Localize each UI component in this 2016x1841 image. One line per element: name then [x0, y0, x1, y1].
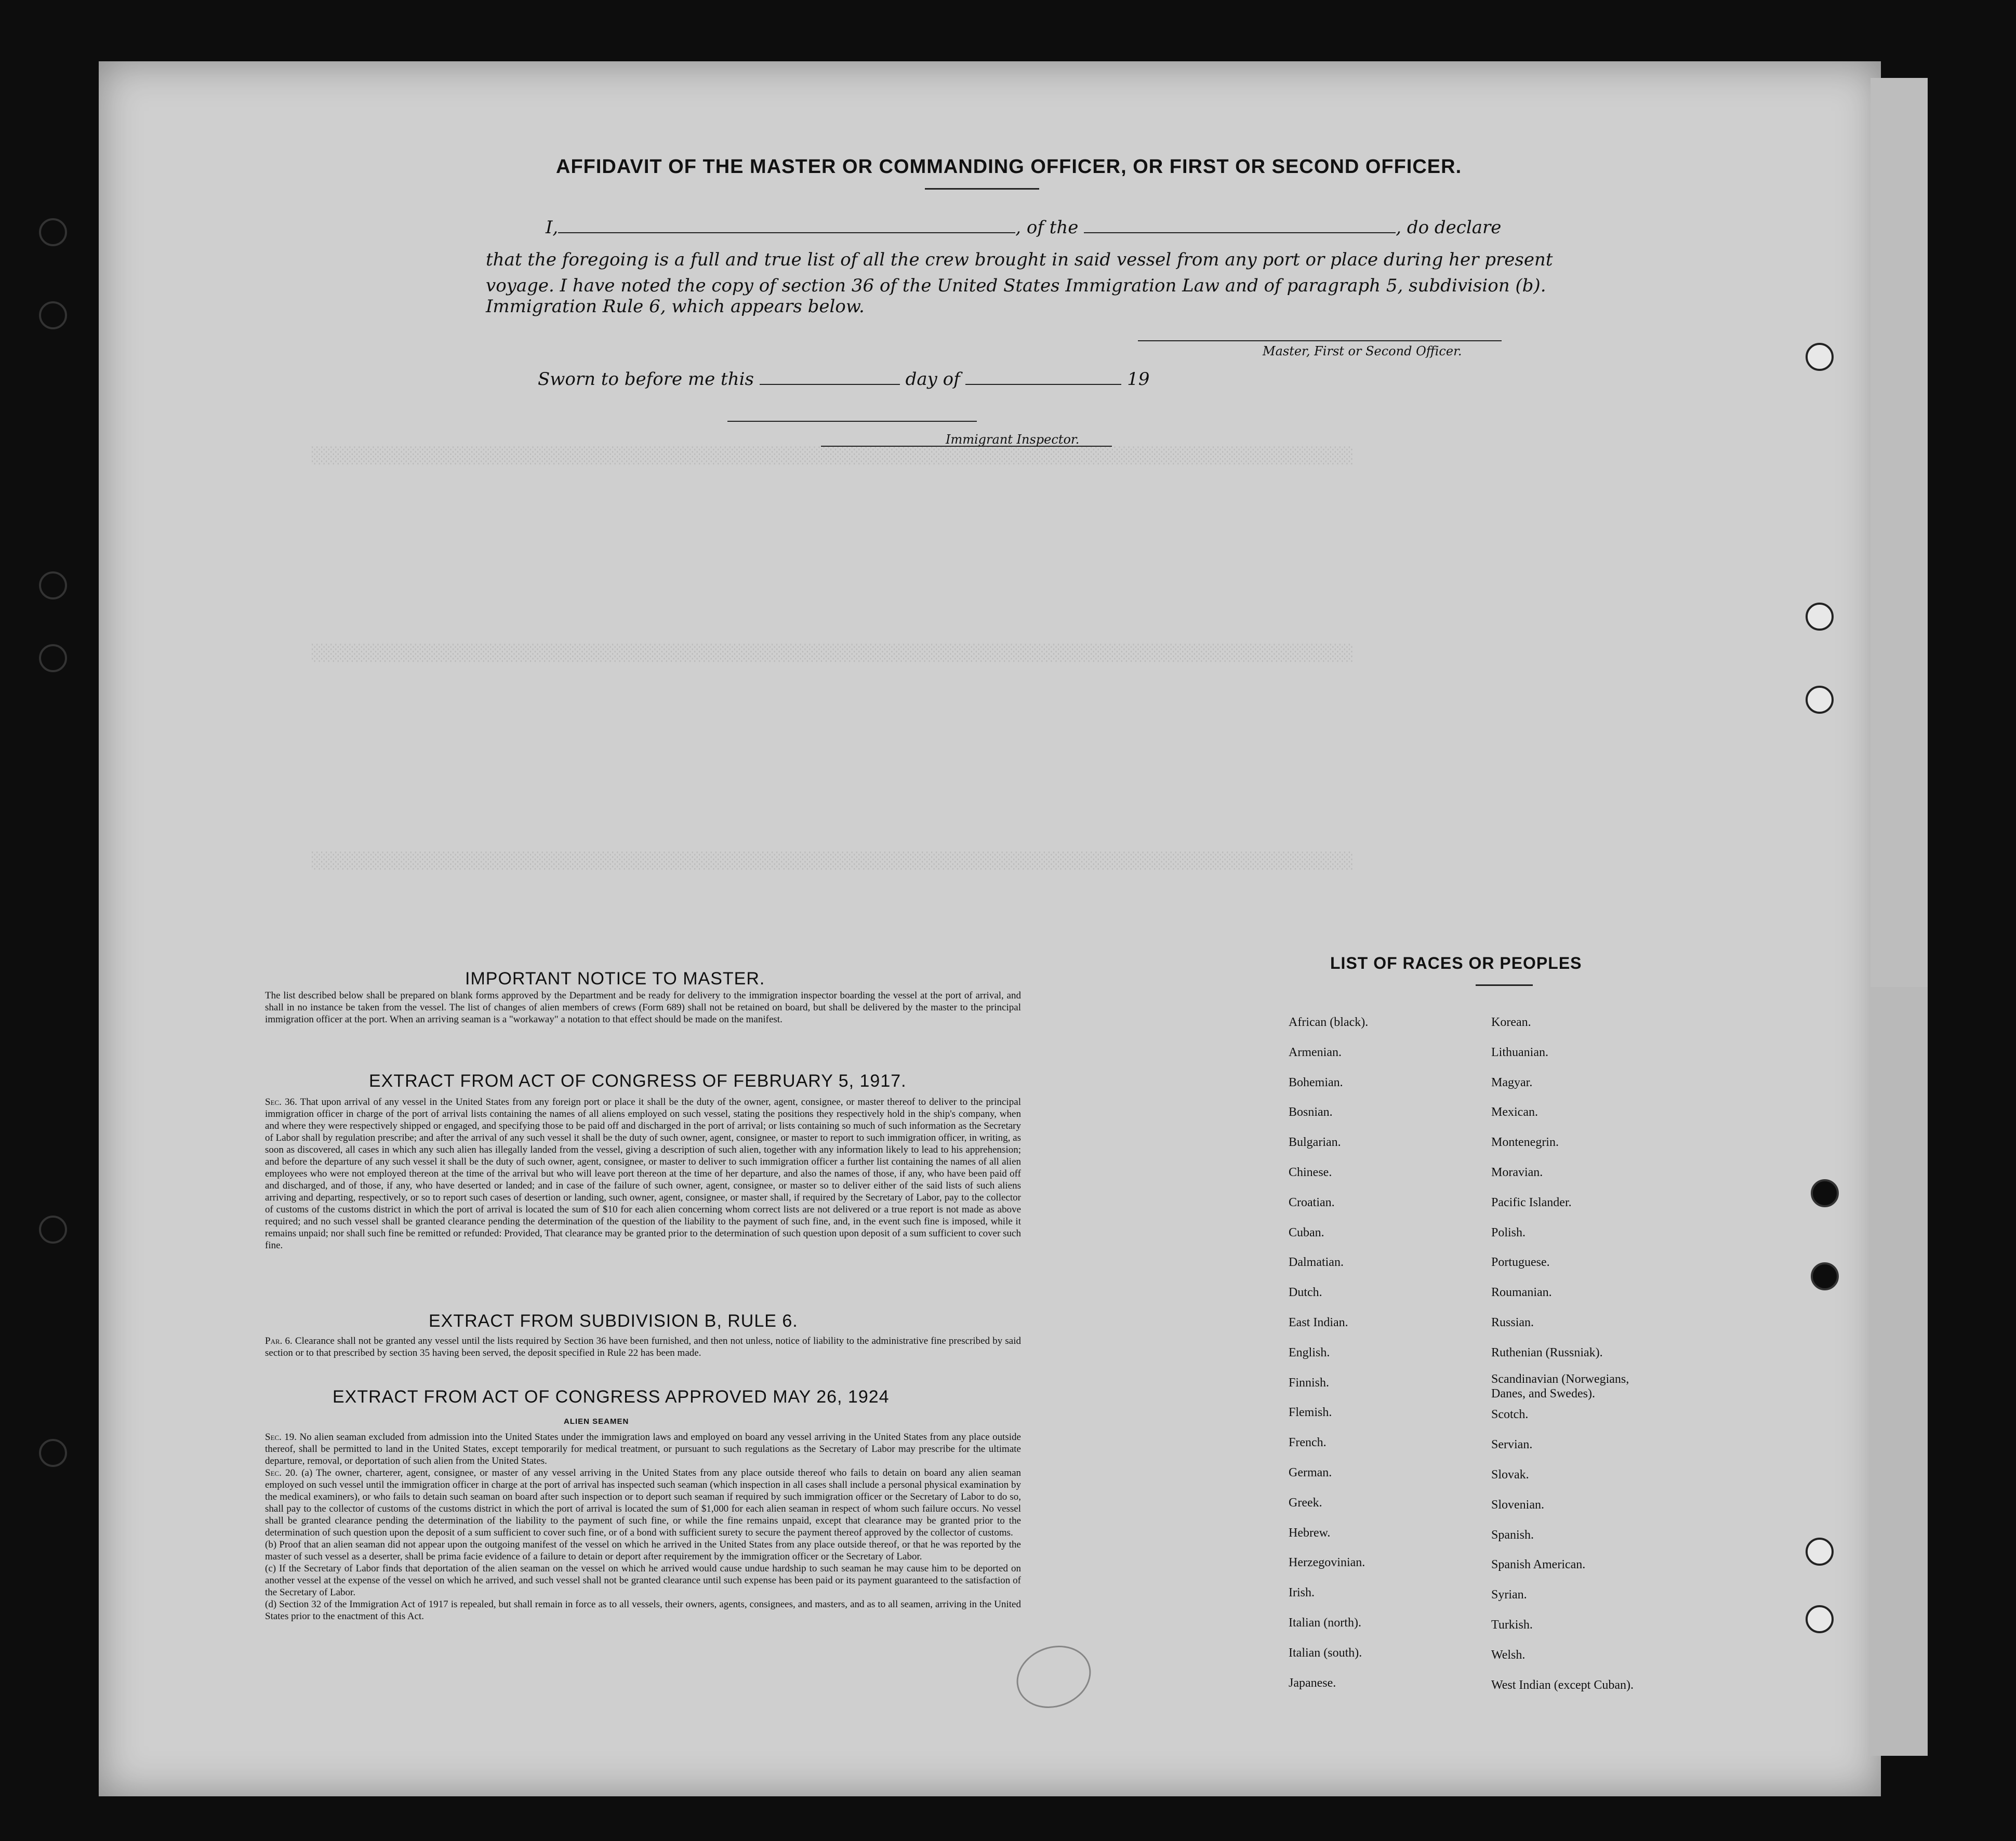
race-item: Cuban.	[1289, 1225, 1324, 1239]
notice-body: The list described below shall be prepared on blank forms approved by the Department and be ready for delivery to the immigration inspector boarding the vessel at the port of arrival, and shall in no instance be taken from the vessel. The list of changes of alien members of crews (Form 689) shall not be retained on board, but shall be delivered by the master to the principal immigration officer at the port. When an arriving seaman is a "workaway" a notation to that effect should be made on the manifest.	[265, 990, 1021, 1025]
race-item: French.	[1289, 1436, 1327, 1450]
section-20c: (c) If the Secretary of Labor finds that deportation of the alien seaman on the vessel on which he arrived would cause undue hardship to such seaman he may cause him to be deported on another vessel at the expense of the vessel on which he arrived, and such vessel shall not be granted clearance until such expense has been paid or its payment guaranteed to the satisfaction of the Secretary of Labor.	[265, 1563, 1021, 1598]
race-item: Finnish.	[1289, 1376, 1330, 1390]
section-text: No alien seaman excluded from admission into the United States under the immigration laws and employed on board any vessel arriving in the United States from any place outside thereof, shall be permitted to land in the United States, except temporarily for medical treatment, or pursuant to such regulations as the Secretary of Labor may prescribe for the ultimate departure, removal, or deportation of such alien from the United States.	[265, 1432, 1021, 1466]
section-20b: (b) Proof that an alien seaman did not appear upon the outgoing manifest of the vessel on which he arrived in the United States from any place outside thereof, or that he was reported by the master of such vessel as a deserter, shall be prima facie evidence of a failure to detain or deport after requirement by the immigration officer or the Secretary of Labor.	[265, 1539, 1021, 1562]
binder-hole-icon	[39, 301, 67, 329]
race-item: Flemish.	[1289, 1406, 1332, 1420]
race-item: Portuguese.	[1491, 1256, 1550, 1270]
race-item: East Indian.	[1289, 1316, 1348, 1329]
section-number: Sec. 19.	[265, 1432, 297, 1443]
binder-hole-icon	[1806, 343, 1834, 371]
race-item: Magyar.	[1491, 1075, 1533, 1089]
sworn-month-field[interactable]	[965, 384, 1121, 385]
extract-1924-title: EXTRACT FROM ACT OF CONGRESS APPROVED MAY 26, 1924	[333, 1387, 890, 1407]
race-item: Korean.	[1491, 1016, 1531, 1029]
race-item: Slovak.	[1491, 1468, 1529, 1482]
race-item: Welsh.	[1491, 1648, 1526, 1662]
race-item: Dalmatian.	[1289, 1256, 1344, 1270]
race-item: Scandinavian (Norwegians, Danes, and Swedes).	[1491, 1372, 1629, 1400]
race-item: Dutch.	[1289, 1286, 1322, 1300]
race-item: Scotch.	[1491, 1408, 1529, 1422]
notice-title: IMPORTANT NOTICE TO MASTER.	[465, 969, 765, 989]
race-item: Servian.	[1491, 1438, 1533, 1452]
race-item: Mexican.	[1491, 1105, 1538, 1119]
binder-hole-icon	[39, 571, 67, 599]
officer-name-field[interactable]	[558, 232, 1015, 233]
race-item: Croatian.	[1289, 1195, 1335, 1209]
race-item: German.	[1289, 1466, 1332, 1479]
bleed-through-texture: ░░░░░░░░░░░░░░░░░░░░░░░░░░░░░░░░░░░░░░░░░░░░░░░░░░░░░░░░░░░░░░░░░░░░░░░░░░░░░░░░░░░░░░░░░░░░░░░░░░░░░░░░░░░░░░░	[312, 852, 1354, 870]
race-item: Italian (south).	[1289, 1646, 1362, 1660]
affidavit-title: AFFIDAVIT OF THE MASTER OR COMMANDING OFFICER, OR FIRST OR SECOND OFFICER.	[556, 156, 1462, 178]
race-item: Polish.	[1491, 1225, 1526, 1239]
inspector-caption: Immigrant Inspector.	[946, 432, 1080, 447]
title-rule	[925, 188, 1039, 190]
extract-1917-body	[265, 1096, 1021, 1251]
section-20a	[265, 1467, 1021, 1539]
page-edge-tab	[1871, 78, 1928, 987]
extract-rule6-body	[265, 1335, 1021, 1359]
declaration-suffix: , do declare	[1396, 217, 1502, 238]
binder-hole-icon	[1806, 603, 1834, 631]
race-item: Irish.	[1289, 1586, 1315, 1600]
binder-hole-icon	[1811, 1179, 1839, 1207]
race-item: Greek.	[1289, 1496, 1322, 1510]
race-item: Pacific Islander.	[1491, 1195, 1572, 1209]
alien-seamen-subtitle: ALIEN SEAMEN	[564, 1417, 629, 1426]
declaration-prefix: I,	[546, 217, 559, 238]
master-signature-caption: Master, First or Second Officer.	[1263, 344, 1462, 358]
race-item: Turkish.	[1491, 1618, 1533, 1632]
race-item: Spanish.	[1491, 1528, 1534, 1542]
affidavit-text-line: that the foregoing is a full and true list of all the crew brought in said vessel from any port or place during her present	[486, 249, 1553, 270]
affidavit-text-line: Immigration Rule 6, which appears below.	[486, 296, 865, 317]
master-signature-line[interactable]	[1138, 340, 1502, 341]
race-item: Slovenian.	[1491, 1498, 1544, 1512]
section-20d: (d) Section 32 of the Immigration Act of 1917 is repealed, but shall remain in force as to all vessels, their owners, agents, consignees, and masters, and as to all seamen, arriving in the United States prior to the enactment of this Act.	[265, 1599, 1021, 1622]
page-edge-tab-lower	[1871, 987, 1928, 1756]
binder-hole-icon	[1806, 686, 1834, 714]
paragraph-number: Par. 6.	[265, 1336, 293, 1346]
race-item: Bohemian.	[1289, 1075, 1343, 1089]
race-item: Spanish American.	[1491, 1558, 1586, 1572]
binder-hole-icon	[1806, 1538, 1834, 1566]
race-item: West Indian (except Cuban).	[1491, 1678, 1634, 1692]
race-item: Russian.	[1491, 1316, 1534, 1329]
vessel-name-field[interactable]	[1084, 232, 1396, 233]
race-item: English.	[1289, 1345, 1330, 1359]
binder-hole-icon	[39, 644, 67, 672]
race-item: Moravian.	[1491, 1166, 1543, 1179]
race-item: Chinese.	[1289, 1166, 1332, 1179]
extract-rule6-title: EXTRACT FROM SUBDIVISION B, RULE 6.	[429, 1311, 798, 1331]
race-item: African (black).	[1289, 1016, 1369, 1029]
sworn-prefix: Sworn to before me this	[538, 369, 754, 390]
section-number: Sec. 20.	[265, 1468, 298, 1478]
race-item: Hebrew.	[1289, 1526, 1331, 1540]
declaration-of-the: , of the	[1015, 217, 1079, 238]
inspector-signature-line[interactable]	[727, 421, 977, 422]
section-number: Sec. 36.	[265, 1097, 297, 1108]
section-text: (a) The owner, charterer, agent, consignee, or master of any vessel arriving in the United States from any place outside thereof who fails to detain on board any alien seaman employed on such vessel until the immigration officer in charge at the port of arrival has inspected such seaman (which inspection in all cases shall include a personal physical examination by the medical examiners), or who fails to detain such seaman on board after such inspection or to deport such seaman if required by such immigration officer or the Secretary of Labor to do so, shall pay to the collector of customs of the customs district in which the port of arrival is located the sum of $1,000 for each alien seaman in respect of whom such failure occurs. No vessel shall be granted clearance pending the determination of the liability to the payment of such fine, or while the fine remains unpaid, except that clearance may be granted prior to the determination of such question upon the deposit of a sum sufficient to cover such fine, or of a bond with sufficient surety to secure the payment thereof approved by the collector of customs.	[265, 1468, 1021, 1538]
race-item: Syrian.	[1491, 1588, 1527, 1602]
affidavit-declaration-line	[546, 217, 1501, 238]
binder-hole-icon	[1806, 1605, 1834, 1633]
section-text: That upon arrival of any vessel in the United States from any foreign port or place it shall be the duty of the owner, agent, consignee, or master thereof to deliver to the principal immigration officer in charge of the port of arrival lists containing the names of all aliens employed on such vessel, stating the positions they respectively hold in the ship's company, when and where they were respectively shipped or engaged, and specifying those to be paid off and discharged in the port of arrival; or lists containing so much of such information as the Secretary of Labor shall by regulation prescribe; and after the arrival of any such vessel it shall be the duty of such owner, agent, consignee, or master to report to such immigration officer, in writing, as soon as discovered, all cases in which any such alien has illegally landed from the vessel, giving a description of such alien, together with any information likely to lead to his apprehension; and before the departure of any such vessel it shall be the duty of such owner, agent, consignee, or master to deliver to such immigration officer a further list containing the names of all alien employees who were not employed thereon at the time of the arrival but who will leave port thereon at the time of her departure, and also the names of those, if any, who have been paid off and discharged, and of those, if any, who have deserted or landed; and in case of the failure of such owner, agent, consignee, or master so to deliver either of the said lists of such aliens arriving and departing, respectively, or so to report such cases of desertion or landing, such owner, agent, consignee, or master shall, if required by the Secretary of Labor, pay to the collector of customs of the customs district in which the port of arrival is located the sum of $10 for each alien concerning whom correct lists are not delivered or a true report is not made as above required; and no such vessel shall be granted clearance pending the determination of the question of the liability to the payment of such fine, and, in the event such fine is imposed, while it remains unpaid; nor shall such fine be remitted or refunded: Provided, That clearance may be granted prior to the determination of such question upon deposit of a sum sufficient to cover such fine.	[265, 1097, 1021, 1251]
sworn-year-prefix: 19	[1127, 369, 1150, 390]
race-item: Bosnian.	[1289, 1105, 1333, 1119]
extract-1917-title: EXTRACT FROM ACT OF CONGRESS OF FEBRUARY 5, 1917.	[369, 1071, 907, 1091]
race-item: Montenegrin.	[1491, 1136, 1559, 1150]
race-item: Bulgarian.	[1289, 1136, 1341, 1150]
section-19	[265, 1431, 1021, 1467]
race-item: Japanese.	[1289, 1676, 1336, 1690]
race-item: Roumanian.	[1491, 1286, 1552, 1300]
bleed-through-texture: ░░░░░░░░░░░░░░░░░░░░░░░░░░░░░░░░░░░░░░░░░░░░░░░░░░░░░░░░░░░░░░░░░░░░░░░░░░░░░░░░░░░░░░░░░░░░░░░░░░░░░░░░░░░░░░░	[312, 447, 1354, 465]
race-item: Ruthenian (Russniak).	[1491, 1345, 1603, 1359]
sworn-day-field[interactable]	[760, 384, 900, 385]
binder-hole-icon	[39, 218, 67, 246]
sworn-day-of: day of	[905, 369, 960, 390]
affidavit-text-line: voyage. I have noted the copy of section 36 of the United States Immigration Law and of paragraph 5, subdivision (b).	[486, 275, 1546, 296]
race-item: Italian (north).	[1289, 1616, 1361, 1630]
paragraph-text: Clearance shall not be granted any vessel until the lists required by Section 36 have been furnished, and then not unless, notice of liability to the administrative fine prescribed by said section or to that prescribed by section 35 having been served, the deposit specified in Rule 22 has been made.	[265, 1336, 1021, 1358]
race-item: Armenian.	[1289, 1045, 1342, 1059]
races-title: LIST OF RACES OR PEOPLES	[1330, 954, 1582, 972]
race-item: Herzegovinian.	[1289, 1556, 1365, 1570]
binder-hole-icon	[39, 1439, 67, 1467]
binder-hole-icon	[1811, 1262, 1839, 1290]
extract-1924-body	[265, 1431, 1021, 1622]
bleed-through-texture: ░░░░░░░░░░░░░░░░░░░░░░░░░░░░░░░░░░░░░░░░░░░░░░░░░░░░░░░░░░░░░░░░░░░░░░░░░░░░░░░░░░░░░░░░░░░░░░░░░░░░░░░░░░░░░░░	[312, 644, 1354, 662]
race-item: Lithuanian.	[1491, 1045, 1548, 1059]
sworn-line	[538, 369, 1150, 390]
binder-hole-icon	[39, 1216, 67, 1244]
races-title-rule	[1476, 984, 1533, 986]
